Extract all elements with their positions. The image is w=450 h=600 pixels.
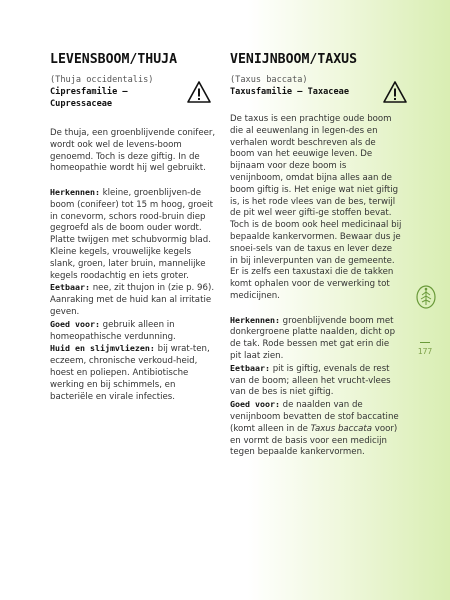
left-huid [50, 343, 218, 403]
left-herkennen-text: kleine, groenblijven-de boom (conifeer) tot 15 m hoog, groeit in conevorm, schors rood-bruin diep gegroefd als de boom ouder wordt. Platte twijgen met schubvormig blad. Kleine kegels, vrouwelijke kegels slank, groen, later bruin, mannelijke kegels roodachtig en iets groter. [50, 187, 213, 281]
left-body [50, 128, 218, 403]
left-herkennen [50, 187, 218, 282]
right-latin-name: (Taxus baccata) [230, 75, 308, 85]
right-goed-voor-italic: Taxus baccata [310, 423, 373, 434]
right-eetbaar-text: pit is giftig, evenals de rest van de boom; alleen het vrucht-vlees van de bes is niet giftig. [230, 363, 391, 398]
right-goed-voor-text-2: voor) en vormt de basis voor een medicijn tegen bepaalde kankervormen. [230, 423, 398, 458]
warning-triangle-icon [186, 80, 212, 104]
page-number: 177 [417, 347, 433, 356]
right-body [230, 114, 402, 459]
left-goed-voor-label: Goed voor: [50, 318, 100, 329]
page-number-rule [420, 342, 430, 343]
right-eetbaar [230, 363, 402, 399]
right-eetbaar-label: Eetbaar: [230, 362, 270, 373]
right-herkennen [230, 315, 402, 363]
left-intro: De thuja, een groenblijvende conifeer, wordt ook wel de levens-boom genoemd. Toch is deze giftig. In de homeopathie wordt hij wel gebruikt. [50, 128, 216, 174]
right-family-line1: Taxusfamilie — Taxaceae [230, 87, 349, 97]
right-goed-voor-text-1: de naalden van de venijnboom bevatten de stof baccatine (komt alleen in de [230, 400, 399, 434]
right-herkennen-text: groenblijvende boom met donkergroene platte naalden, dicht op de tak. Rode bessen met gat erin die pit laat zien. [230, 315, 396, 361]
left-huid-label: Huid en slijmvliezen: [50, 343, 155, 354]
warning-triangle-icon [382, 80, 408, 104]
left-goed-voor-text: gebruik alleen in homeopathische verdunning. [50, 319, 176, 342]
left-eetbaar [50, 282, 218, 318]
right-herkennen-label: Herkennen: [230, 314, 280, 325]
left-family [50, 86, 128, 110]
right-title: VENIJNBOOM/TAXUS [230, 52, 358, 67]
left-eetbaar-label: Eetbaar: [50, 282, 90, 293]
left-herkennen-label: Herkennen: [50, 186, 100, 197]
left-title: LEVENSBOOM/THUJA [50, 52, 178, 67]
right-intro: De taxus is een prachtige oude boom die al eeuwenlang in legen-des en verhalen wordt beschreven als de boom van het eeuwige leven. De bijnaam voor deze boom is venijnboom, omdat bijna alles aan de boom giftig is. Het enige wat niet giftig is, is het rode vlees van de bes, terwijl de pit wel weer gifti-ge stoffen bevat. Toch is de boom ook heel medicinaal bij bepaalde kankervormen. Bewaar dus je snoei-sels van de taxus en lever deze in bij inleverpunten van de gemeente. Er is zelfs een taxustaxi die de takken komt ophalen voor de verwerking tot medicijnen. [230, 114, 402, 301]
right-goed-voor [230, 399, 402, 459]
left-family-line2: Cupressaceae [50, 99, 113, 109]
left-eetbaar-text: nee, zit thujon in (zie p. 96). Aanraking met de huid kan al irritatie geven. [50, 283, 215, 317]
left-latin-name: (Thuja occidentalis) [50, 75, 154, 85]
right-family [230, 86, 349, 98]
right-goed-voor-label: Goed voor: [230, 399, 280, 410]
left-huid-text: bij wrat-ten, eczeem, chronische verkoud-heid, hoest en poliepen. Antibiotische werking en bij schimmels, en bacteriële en virale infecties. [50, 344, 210, 402]
left-family-line1: Cipresfamilie — [50, 87, 128, 97]
left-goed-voor [50, 319, 218, 344]
tree-emblem-icon [416, 285, 436, 309]
